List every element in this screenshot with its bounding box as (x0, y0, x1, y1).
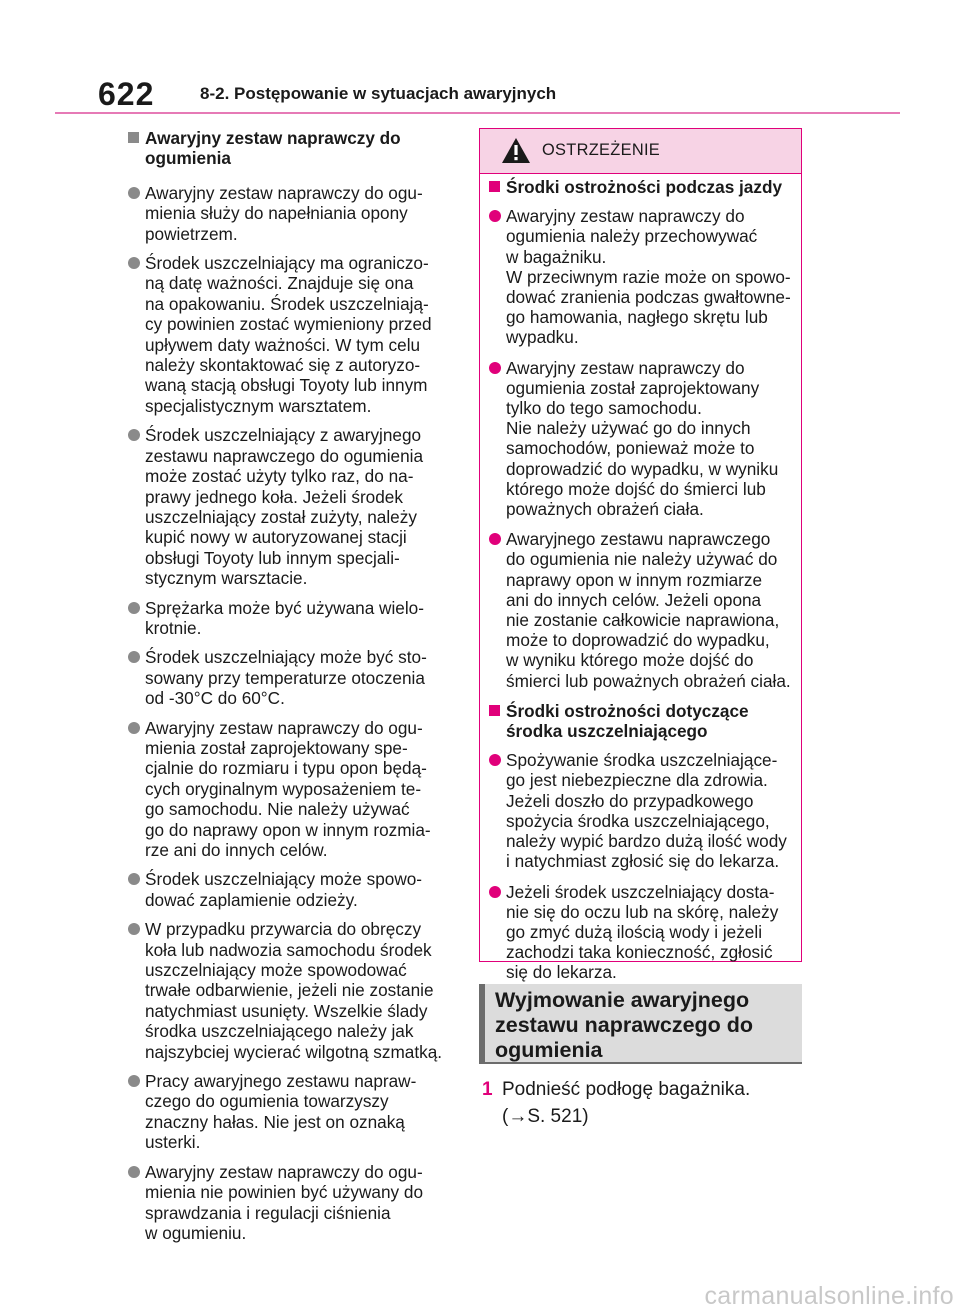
text-line: w wyniku którego może dojść do (506, 650, 754, 671)
text-line: Awaryjny zestaw naprawczy do (506, 206, 745, 227)
text-line: usterki. (145, 1132, 201, 1153)
text-line: Nie należy używać go do innych (506, 418, 751, 439)
text-line: nie zostanie całkowicie naprawiona, (506, 610, 780, 631)
text-line: go zmyć dużą ilością wody i jeżeli (506, 921, 763, 942)
procedure-heading-box (479, 984, 802, 1063)
text-line: spożycia środka uszczelniającego, (506, 810, 770, 831)
text-line: Awaryjny zestaw naprawczy do ogu- (145, 717, 423, 738)
text-line: mienia nie powinien być używany do (145, 1182, 424, 1203)
text-line: doprowadzić do wypadku, w wyniku (506, 458, 779, 479)
page-reference-link[interactable]: (→S. 521) (502, 1106, 589, 1127)
warning-bullet-list (489, 750, 799, 982)
bullet-item (128, 869, 456, 910)
text-line: się do lekarza. (506, 962, 617, 983)
bullet-item (128, 425, 456, 588)
text-line: ani do innych celów. Jeżeli opona (506, 589, 762, 610)
text-line: go samochodu. Nie należy używać (145, 799, 410, 820)
bullet-dot-icon (489, 533, 501, 545)
text-line: sprawdzania i regulacji ciśnienia (145, 1202, 391, 1223)
bullet-item (128, 598, 456, 639)
bullet-item (489, 750, 799, 871)
text-line: Awaryjny zestaw naprawczy do ogu- (145, 182, 423, 203)
text-line: uszczelniający może spowodować (145, 960, 407, 981)
text-line: naprawy opon w innym rozmiarze (506, 569, 763, 590)
bullet-dot-icon (128, 187, 140, 199)
warning-header (480, 129, 801, 174)
warning-body (489, 177, 799, 993)
text-line: Jeżeli doszło do przypadkowego (506, 790, 754, 811)
text-line: i natychmiast zgłosić się do lekarza. (506, 851, 780, 872)
text-line: ogumienia został zaprojektowany (506, 377, 760, 398)
text-line: cy powinien zostać wymieniony przed (145, 314, 432, 335)
text-line: Awaryjny zestaw naprawczy do (506, 357, 745, 378)
text-line: nie się do oczu lub na skórę, należy (506, 901, 779, 922)
header-divider (55, 112, 900, 114)
page-number: 622 (98, 76, 155, 112)
text-line: rze ani do innych celów. (145, 840, 328, 860)
bullet-item (128, 253, 456, 416)
square-bullet-icon (489, 181, 500, 192)
warning-bullet-list (489, 206, 799, 691)
bullet-dot-icon (128, 651, 140, 663)
text-line: kupić nowy w autoryzowanej stacji (145, 527, 407, 548)
text-line: W przypadku przywarcia do obręczy (145, 919, 422, 940)
text-line: znaczny hałas. Nie jest on oznaką (145, 1111, 405, 1132)
text-line: ogumienia należy przechowywać (506, 226, 758, 247)
text-line: W przeciwnym razie może on spowo- (506, 266, 791, 287)
text-line: Środek uszczelniający może być sto- (145, 647, 427, 668)
text-line: upływem daty ważności. W tym celu (145, 334, 421, 355)
text-line: czego do ogumienia towarzyszy (145, 1091, 389, 1112)
bullet-dot-icon (489, 754, 501, 766)
text-line: Sprężarka może być używana wielo- (145, 597, 424, 618)
text-line: może to doprowadzić do wypadku, (506, 630, 770, 651)
text-line: zestawu naprawczego do ogumienia (145, 445, 424, 466)
text-line: do ogumienia nie należy używać do (506, 549, 778, 570)
text-line: na opakowaniu. Środek uszczelniają- (145, 293, 429, 314)
text-line: śmierci lub poważnych obrażeń ciała. (506, 670, 791, 691)
bullet-dot-icon (128, 429, 140, 441)
text-line: go do naprawy opon w innym rozmia- (145, 819, 431, 840)
text-line: Środek uszczelniający ma ograniczo- (145, 253, 429, 274)
procedure-step (482, 1076, 750, 1130)
step-text: Podnieść podłogę bagażnika. (502, 1079, 751, 1100)
text-line: powietrzem. (145, 223, 238, 244)
text-line: Środek uszczelniający z awaryjnego (145, 425, 422, 446)
text-line: waną stacją obsługi Toyoty lub innym (145, 375, 428, 396)
text-line: Jeżeli środek uszczelniający dosta- (506, 881, 775, 902)
text-line: wypadku. (506, 327, 579, 348)
bullet-dot-icon (128, 1166, 140, 1178)
bullet-dot-icon (489, 886, 501, 898)
text-line: zachodzi taka konieczność, zgłosić (506, 942, 773, 963)
text-line: należy skontaktować się z autoryzo- (145, 355, 421, 376)
watermark: carmanualsonline.info (704, 1282, 954, 1310)
procedure-accent-bar (479, 984, 485, 1063)
bullet-dot-icon (489, 210, 501, 222)
text-line: mienia został zaprojektowany spe- (145, 737, 408, 758)
text-line: mienia służy do napełniania opony (145, 203, 408, 224)
bullet-item (128, 183, 456, 244)
bullet-dot-icon (128, 1075, 140, 1087)
text-line: Spożywanie środka uszczelniające- (506, 750, 778, 771)
warning-triangle-icon (501, 137, 531, 164)
text-line: należy wypić bardzo dużą ilość wody (506, 831, 787, 852)
left-bullet-list (128, 183, 456, 1244)
text-line: poważnych obrażeń ciała. (506, 499, 704, 520)
procedure-title: Wyjmowanie awaryjnego zestawu naprawczego do ogumienia (495, 988, 754, 1062)
bullet-item (489, 358, 799, 520)
text-line: go jest niebezpieczne dla zdrowia. (506, 770, 768, 791)
step-number: 1 (482, 1079, 493, 1100)
text-line: środka uszczelniającego należy jak (145, 1021, 414, 1042)
text-line: ną datę ważności. Znajduje się ona (145, 273, 414, 294)
left-heading: Awaryjny zestaw naprawczy do ogumienia (128, 128, 456, 169)
warning-section-heading (489, 701, 799, 741)
text-line: Środki ostrożności dotyczące (506, 700, 749, 721)
text-line: stycznym warsztacie. (145, 568, 308, 589)
text-line: środka uszczelniającego (506, 721, 708, 742)
section-title: 8-2. Postępowanie w sytuacjach awaryjnych (200, 84, 557, 103)
text-line: Środki ostrożności podczas jazdy (506, 177, 783, 197)
text-line: krotnie. (145, 617, 202, 638)
text-line: może zostać użyty tylko raz, do na- (145, 466, 414, 487)
text-line: tylko do tego samochodu. (506, 398, 702, 419)
bullet-item (128, 1071, 456, 1153)
text-line: dować zranienia podczas gwałtowne- (506, 287, 791, 308)
procedure-divider (479, 1062, 802, 1064)
bullet-dot-icon (489, 362, 501, 374)
bullet-item (489, 882, 799, 983)
text-line: cjalnie do rozmiaru i typu opon będą- (145, 758, 427, 779)
square-bullet-icon (128, 132, 139, 143)
left-column (128, 128, 456, 1252)
text-line: którego może dojść do śmierci lub (506, 478, 766, 499)
text-line: koła lub nadwozia samochodu środek (145, 939, 432, 960)
text-line: Awaryjnego zestawu naprawczego (506, 529, 771, 550)
text-line: samochodów, ponieważ może to (506, 438, 755, 459)
text-line: w ogumieniu. (145, 1222, 247, 1243)
text-line: sowany przy temperaturze otoczenia (145, 667, 425, 688)
text-line: cych oryginalnym wyposażeniem te- (145, 778, 422, 799)
text-line: obsługi Toyoty lub innym specjali- (145, 547, 400, 568)
text-line: prawy jednego koła. Jeżeli środek (145, 486, 403, 507)
bullet-dot-icon (128, 722, 140, 734)
square-bullet-icon (489, 705, 500, 716)
bullet-dot-icon (128, 923, 140, 935)
text-line: Środek uszczelniający może spowo- (145, 869, 423, 890)
bullet-dot-icon (128, 602, 140, 614)
text-line: dować zaplamienie odzieży. (145, 889, 358, 910)
warning-box (479, 128, 802, 983)
text-line: od -30°C do 60°C. (145, 688, 285, 709)
bullet-item (128, 1162, 456, 1244)
warning-section-heading (489, 177, 799, 197)
text-line: go hamowania, nagłego skrętu lub (506, 307, 768, 328)
page-header (0, 0, 960, 120)
text-line: natychmiast usunięty. Wszelkie ślady (145, 1000, 428, 1021)
bullet-item (489, 529, 799, 691)
text-line: uszczelniający został zużyty, należy (145, 506, 417, 527)
bullet-item (128, 718, 456, 861)
bullet-dot-icon (128, 257, 140, 269)
text-line: trwałe odbarwienie, jeżeli nie zostanie (145, 980, 434, 1001)
text-line: specjalistycznym warsztatem. (145, 395, 372, 416)
text-line: najszybciej wycierać wilgotną szmatką. (145, 1041, 443, 1062)
bullet-item (489, 206, 799, 347)
warning-title: OSTRZEŻENIE (542, 141, 661, 159)
text-line: Awaryjny zestaw naprawczy do ogu- (145, 1161, 423, 1182)
text-line: Pracy awaryjnego zestawu napraw- (145, 1071, 417, 1092)
bullet-item (128, 647, 456, 708)
bullet-dot-icon (128, 873, 140, 885)
bullet-item (128, 919, 456, 1062)
text-line: w bagażniku. (506, 246, 607, 267)
